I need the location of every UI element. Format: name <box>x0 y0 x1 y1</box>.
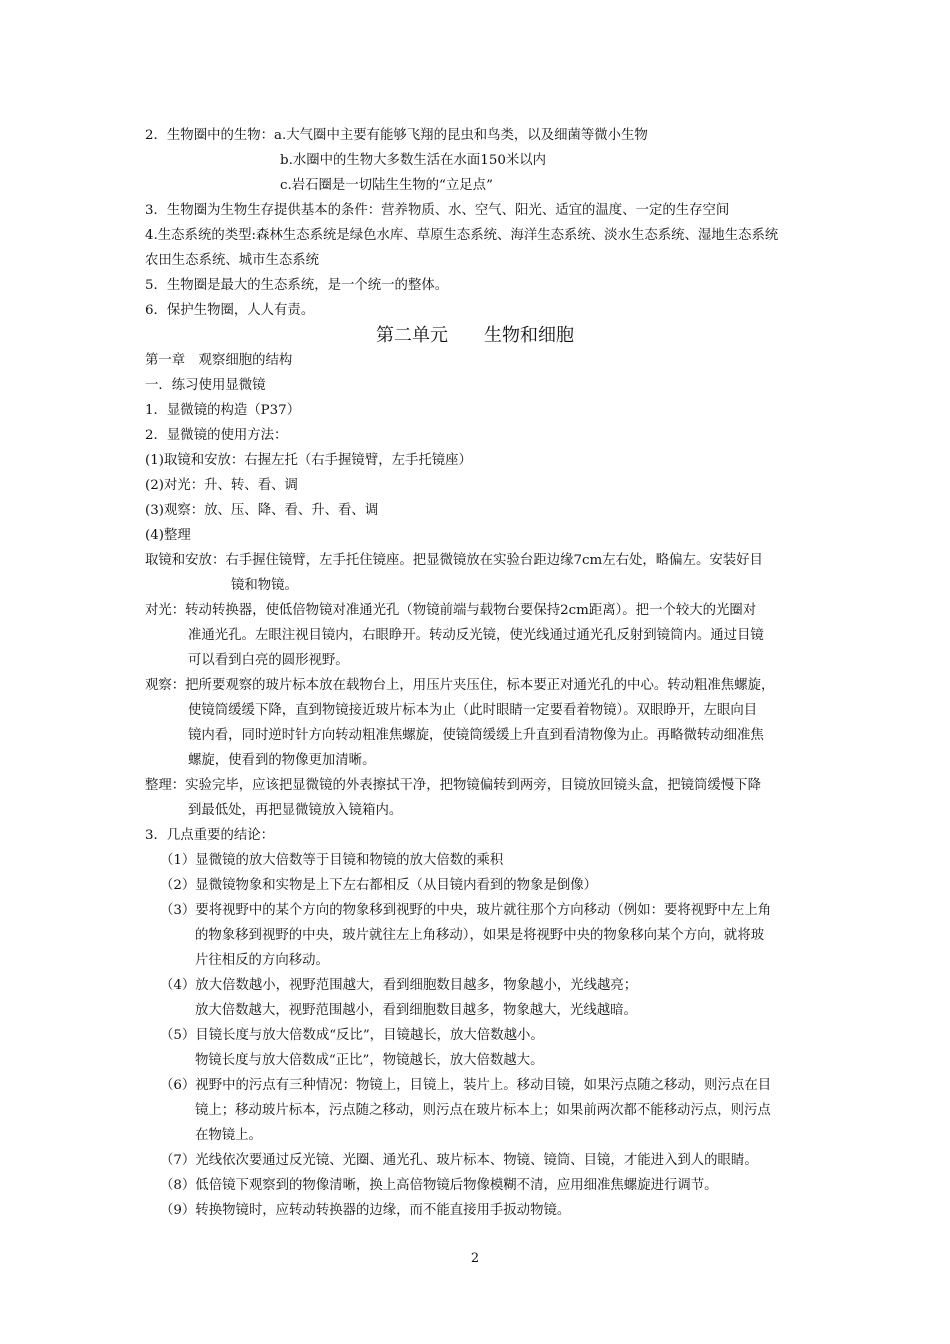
part1-heading: 一．练习使用显微镜 <box>145 378 266 393</box>
point1-line: 1．显微镜的构造（P37） <box>145 403 301 418</box>
conclusion2-line: （2）显微镜物象和实物是上下左右都相反（从目镜内看到的物象是倒像） <box>160 878 598 893</box>
conclusion3-line-3: 片往相反的方向移动。 <box>195 953 329 968</box>
item2-line-b: b.水圈中的生物大多数生活在水面150米以内 <box>280 153 547 168</box>
item3-line: 3．生物圈为生物生存提供基本的条件：营养物质、水、空气、阳光、适宜的温度、一定的生存空间 <box>145 203 730 218</box>
conclusion9-line: （9）转换物镜时，应转动转换器的边缘，而不能直接用手扳动物镜。 <box>160 1203 571 1218</box>
conclusion7-line: （7）光线依次要通过反光镜、光圈、通光孔、玻片标本、物镜、镜筒、目镜，才能进入到人的眼睛。 <box>160 1153 758 1168</box>
zhengli-line-2: 到最低处，再把显微镜放入镜箱内。 <box>188 803 403 818</box>
qujing-line-1: 取镜和安放：右手握住镜臂，左手托住镜座。把显微镜放在实验台距边缘7cm左右处，略偏左。安装好目 <box>145 553 763 568</box>
method4-line: (4)整理 <box>145 528 191 543</box>
conclusion3-line-1: （3）要将视野中的某个方向的物象移到视野的中央，玻片就往那个方向移动（例如：要将视野中左上角 <box>160 903 772 918</box>
conclusion3-line-2: 的物象移到视野的中央，玻片就往左上角移动），如果是将视野中央的物象移向某个方向，就将玻 <box>195 928 765 943</box>
conclusion4-line-2: 放大倍数越大，视野范围越小，看到细胞数目越多，物象越大，光线越暗。 <box>195 1003 637 1018</box>
conclusion6-line-1: （6）视野中的污点有三种情况：物镜上，目镜上，装片上。移动目镜，如果污点随之移动，则污点在目 <box>160 1078 772 1093</box>
item6-line: 6．保护生物圈，人人有责。 <box>145 303 315 318</box>
guancha-line-3: 镜内看，同时逆时针方向转动粗准焦螺旋，使镜筒缓缓上升直到看清物像为止。再略微转动细准焦 <box>188 728 764 743</box>
conclusion5-line-2: 物镜长度与放大倍数成“正比”，物镜越长，放大倍数越大。 <box>195 1053 544 1068</box>
item5-line: 5．生物圈是最大的生态系统，是一个统一的整体。 <box>145 278 449 293</box>
conclusion8-line: （8）低倍镜下观察到的物像清晰，换上高倍物镜后物像模糊不清，应用细准焦螺旋进行调节。 <box>160 1178 718 1193</box>
conclusion6-line-2: 镜上；移动玻片标本，污点随之移动，则污点在玻片标本上；如果前两次都不能移动污点，则污点 <box>195 1103 771 1118</box>
point2-line: 2．显微镜的使用方法： <box>145 428 288 443</box>
method2-line: (2)对光：升、转、看、调 <box>145 478 298 493</box>
item2-line-a: 2．生物圈中的生物：a.大气圈中主要有能够飞翔的昆虫和鸟类，以及细菌等微小生物 <box>145 128 648 143</box>
chapter-heading: 第一章 观察细胞的结构 <box>145 353 293 368</box>
guancha-line-4: 螺旋，使看到的物像更加清晰。 <box>188 753 376 768</box>
duiguang-line-2: 准通光孔。左眼注视目镜内，右眼睁开。转动反光镜，使光线通过通光孔反射到镜筒内。通过目镜 <box>188 628 764 643</box>
duiguang-line-3: 可以看到白亮的圆形视野。 <box>188 653 349 668</box>
method3-line: (3)观察：放、压、降、看、升、看、调 <box>145 503 379 518</box>
conclusion6-line-3: 在物镜上。 <box>195 1128 262 1143</box>
page-number: 2 <box>470 1251 480 1266</box>
item2-line-c: c.岩石圈是一切陆生生物的“立足点” <box>280 178 493 193</box>
zhengli-line-1: 整理：实验完毕，应该把显微镜的外表擦拭干净，把物镜偏转到两旁，目镜放回镜头盒，把镜筒缓慢下降 <box>145 778 761 793</box>
conclusion4-line-1: （4）放大倍数越小，视野范围越大，看到细胞数目越多，物象越小，光线越亮； <box>160 978 638 993</box>
point3-line: 3．几点重要的结论： <box>145 828 275 843</box>
guancha-line-2: 使镜筒缓缓下降，直到物镜接近玻片标本为止（此时眼睛一定要看着物镜）。双眼睁开，左眼向目 <box>188 703 758 718</box>
method1-line: (1)取镜和安放：右握左托（右手握镜臂，左手托镜座） <box>145 453 472 468</box>
duiguang-line-1: 对光：转动转换器，使低倍物镜对准通光孔（物镜前端与载物台要保持2cm距离）。把一个较大的光圈对 <box>145 603 757 618</box>
unit-title: 第二单元 生物和细胞 <box>376 325 574 346</box>
conclusion1-line: （1）显微镜的放大倍数等于目镜和物镜的放大倍数的乘积 <box>160 853 504 868</box>
qujing-line-2: 镜和物镜。 <box>231 578 298 593</box>
item4-line-1: 4.生态系统的类型:森林生态系统是绿色水库、草原生态系统、海洋生态系统、淡水生态系统、湿地生态系统 <box>145 228 779 243</box>
item4-line-2: 农田生态系统、城市生态系统 <box>145 253 320 268</box>
conclusion5-line-1: （5）目镜长度与放大倍数成“反比”，目镜越长，放大倍数越小。 <box>160 1028 544 1043</box>
guancha-line-1: 观察：把所要观察的玻片标本放在载物台上，用压片夹压住，标本要正对通光孔的中心。转动粗准焦螺旋， <box>145 678 775 693</box>
